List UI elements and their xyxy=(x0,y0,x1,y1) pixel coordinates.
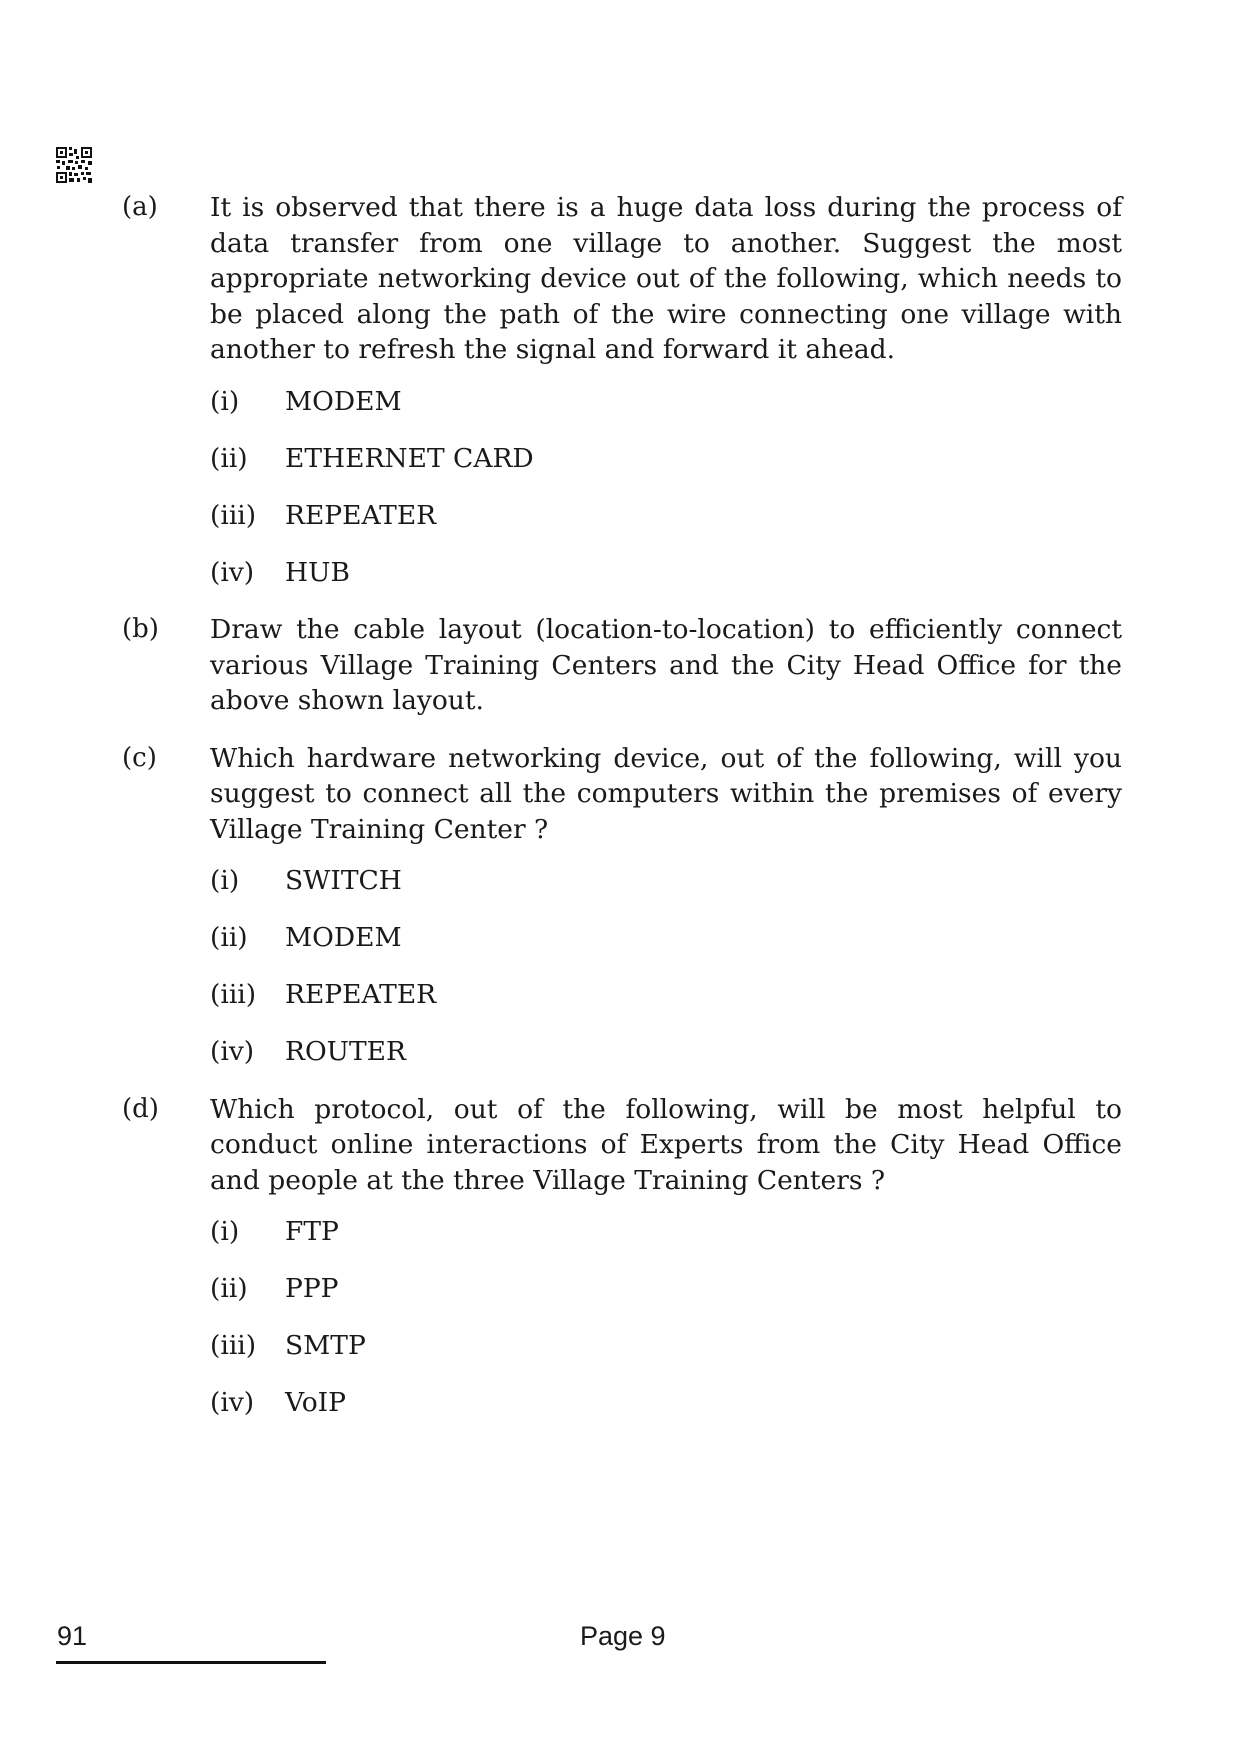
question-d xyxy=(122,1092,1122,1421)
option-item xyxy=(210,384,1122,420)
question-body xyxy=(210,741,1122,1070)
option-item xyxy=(210,1385,1122,1421)
option-number: (ii) xyxy=(210,1273,248,1304)
option-number: (ii) xyxy=(210,922,248,953)
option-item xyxy=(210,863,1122,899)
option-label: SWITCH xyxy=(285,865,402,896)
question-body xyxy=(210,1092,1122,1421)
option-item xyxy=(210,498,1122,534)
option-item xyxy=(210,441,1122,477)
option-number: (iii) xyxy=(210,499,257,531)
option-label: VoIP xyxy=(285,1387,346,1418)
option-number: (iv) xyxy=(210,1387,255,1418)
option-item xyxy=(210,1328,1122,1364)
paper-code: 91 xyxy=(57,1621,88,1651)
question-label: (d) xyxy=(122,1093,159,1124)
option-number: (i) xyxy=(210,865,240,896)
question-text: It is observed that there is a huge data loss during the process of data transfer from one village to another. Suggest the most appropriate networking device out of the following, which needs to be placed along the path of the wire connecting one village with another to refresh the signal and forward it ahead. xyxy=(210,192,1122,365)
question-text: Which hardware networking device, out of the following, will you suggest to connect all the computers within the premises of every Village Training Center ? xyxy=(210,742,1122,845)
option-item xyxy=(210,977,1122,1013)
option-label: REPEATER xyxy=(285,979,437,1010)
option-item xyxy=(210,920,1122,956)
option-item xyxy=(210,1271,1122,1307)
option-label: MODEM xyxy=(285,922,402,953)
option-label: ETHERNET CARD xyxy=(285,442,534,474)
option-list xyxy=(210,863,1122,1070)
page-number: Page 9 xyxy=(580,1621,666,1651)
question-label: (a) xyxy=(122,192,158,222)
question-text: Which protocol, out of the following, will be most helpful to conduct online interactions of Experts from the City Head Office and people at the three Village Training Centers ? xyxy=(210,1093,1122,1196)
question-body xyxy=(210,612,1122,719)
question-text: Draw the cable layout (location-to-location) to efficiently connect various Village Training Centers and the City Head Office for the above shown layout. xyxy=(210,614,1122,716)
option-number: (iii) xyxy=(210,979,257,1010)
option-item xyxy=(210,555,1122,591)
option-item xyxy=(210,1034,1122,1070)
qr-code-icon xyxy=(55,146,93,184)
option-label: MODEM xyxy=(285,385,402,417)
option-number: (iv) xyxy=(210,556,255,588)
option-item xyxy=(210,1214,1122,1250)
question-label: (b) xyxy=(122,614,159,644)
question-c xyxy=(122,741,1122,1070)
option-label: REPEATER xyxy=(285,499,437,531)
question-body xyxy=(210,190,1122,590)
option-number: (iii) xyxy=(210,1330,257,1361)
question-a xyxy=(122,190,1122,590)
option-label: PPP xyxy=(285,1273,339,1304)
option-label: FTP xyxy=(285,1216,339,1247)
question-list xyxy=(122,190,1122,1443)
option-number: (ii) xyxy=(210,442,248,474)
option-list xyxy=(210,384,1122,591)
option-list xyxy=(210,1214,1122,1421)
option-number: (i) xyxy=(210,385,240,417)
footer-divider xyxy=(56,1661,326,1664)
question-label: (c) xyxy=(122,742,157,773)
option-label: SMTP xyxy=(285,1330,366,1361)
option-label: ROUTER xyxy=(285,1036,406,1067)
option-number: (i) xyxy=(210,1216,240,1247)
option-number: (iv) xyxy=(210,1036,255,1067)
question-b xyxy=(122,612,1122,719)
option-label: HUB xyxy=(285,556,350,588)
